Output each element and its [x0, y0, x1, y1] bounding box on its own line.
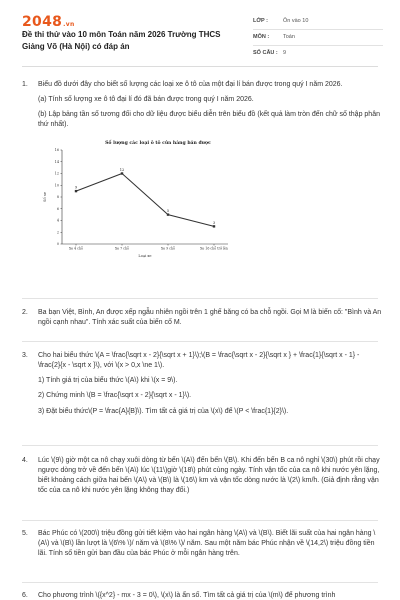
divider — [22, 298, 378, 299]
question-number: 2. — [22, 309, 28, 316]
question-text: Ba bạn Việt, Bình, An được xếp ngẫu nhiên ngồi trên 1 ghế băng có ba chỗ ngồi. Gọi M là biến cố: "Bình và An ngồi cạnh nhau". Tính xác suất của biến cố M. — [38, 309, 382, 327]
page-header — [0, 0, 400, 66]
data-point — [213, 225, 215, 227]
data-points — [75, 167, 216, 227]
question-body — [38, 308, 382, 333]
data-point — [121, 172, 123, 174]
divider — [22, 445, 378, 446]
series-line — [76, 173, 214, 226]
data-point — [75, 189, 77, 191]
question-text: Biểu đồ dưới đây cho biết số lượng các loại xe ô tô của một đại lí bán được trong quý I năm 2026. — [38, 81, 343, 88]
y-tick-label: 14 — [54, 159, 59, 164]
y-tick-group — [55, 148, 62, 246]
question-body — [38, 351, 382, 422]
x-tick-label: Xe 16 chỗ trở lên — [200, 246, 228, 251]
data-label: 9 — [74, 185, 78, 190]
x-tick-label: Xe 7 chỗ — [115, 246, 129, 251]
question-5 — [22, 529, 382, 564]
data-label: 3 — [212, 220, 216, 225]
header-divider — [22, 66, 378, 67]
question-3 — [22, 351, 382, 422]
question-text: Cho hai biểu thức \(A = \frac{\sqrt x - 2}{\sqrt x + 1}\);\(B = \frac{\sqrt x - 2}{\sqrt x } + \frac{1}{\sqrt x - 1} - \frac{2}{x - \sqrt x }\), với \(x > 0,x \ne 1\). — [38, 352, 360, 370]
question-body — [38, 591, 382, 600]
x-axis-label: Loại xe — [138, 253, 152, 258]
question-part-2: 2) Chứng minh \(B = \frac{\sqrt x - 2}{\sqrt x - 1}\). — [38, 392, 192, 400]
y-tick-label: 2 — [56, 230, 59, 235]
y-tick-label: 10 — [54, 183, 59, 188]
exam-title: Đề thi thử vào 10 môn Toán năm 2026 Trường THCS Giảng Võ (Hà Nội) có đáp án — [22, 30, 221, 51]
question-4 — [22, 456, 382, 502]
meta-label: MÔN : — [253, 33, 270, 40]
meta-label: LỚP : — [253, 17, 268, 24]
y-tick-label: 4 — [56, 218, 59, 223]
divider — [22, 520, 378, 521]
question-part-a: (a) Tính số lượng xe ô tô đại lí đó đã bán được trong quý I năm 2026. — [38, 96, 254, 104]
x-tick-group — [69, 244, 228, 251]
question-part-3: 3) Đặt biểu thức\(P = \frac{A}{B}\). Tìm tất cả giá trị của \(x\) để \(P < \frac{1}{2}\). — [38, 407, 289, 415]
question-body — [38, 529, 382, 564]
exam-meta-table — [253, 14, 383, 62]
question-6 — [22, 591, 382, 600]
y-tick-label: 0 — [56, 241, 59, 246]
meta-value: Ôn vào 10 — [283, 17, 309, 24]
question-2 — [22, 308, 382, 333]
question-part-b: (b) Lập bảng tần số tương đối cho dữ liệu được biểu diễn trên biểu đồ (kết quả làm tròn đến chữ số thập phân thứ nhất). — [38, 111, 380, 129]
logo-text: 2048 — [22, 14, 63, 30]
question-text: Lúc \(9\) giờ một ca nô chạy xuôi dòng từ bến \(A\) đến bến \(B\). Khi đến bến B ca nô nghỉ \(30\) phút rồi chạy ngược dòng trở về đến bến \(A\) lúc \(11\)giờ \(18\) phút cùng ngày. Tính vận tốc của ca nô khi nước yên lặng, biết khoảng cách giữa hai bến \(A\) và \(B\) là \(16\) km và vận tốc dòng nước là \(2\) km/h. (Giả định rằng vận tốc của ca nô khi nước yên lặng không thay đổi.) — [38, 457, 380, 495]
question-1 — [22, 80, 382, 262]
x-tick-label: Xe 4 chỗ — [69, 246, 83, 251]
question-part-1: 1) Tính giá trị của biểu thức \(A\) khi \(x = 9\). — [38, 377, 178, 385]
divider — [22, 341, 378, 342]
meta-row-class — [253, 14, 383, 30]
logo-suffix: .vn — [63, 21, 75, 28]
data-label: 5 — [166, 208, 170, 213]
line-chart — [38, 136, 238, 262]
question-number: 5. — [22, 530, 28, 537]
chart-title: Số lượng các loại ô tô cửa hàng bán được — [105, 140, 211, 146]
question-text: Bác Phúc có \(200\) triệu đồng gửi tiết kiệm vào hai ngân hàng \(A\) và \(B\). Biết lãi suất của hai ngân hàng \(A\) và \(B\) lần lượt là \(6\% \)/ năm và \(8\% \)/ năm. Sau một năm bác Phúc nhận về \(14,2\) triệu đồng tiền lãi. Tính số tiền gửi ban đầu của bác Phúc ở mỗi ngân hàng trên. — [38, 530, 376, 558]
data-label: 12 — [119, 167, 125, 172]
y-axis-label: Số xe — [43, 191, 47, 202]
x-tick-label: Xe 9 chỗ — [161, 246, 175, 251]
meta-value: 9 — [283, 50, 287, 57]
meta-value: Toán — [283, 33, 295, 40]
question-body — [38, 456, 382, 502]
question-body — [38, 80, 382, 262]
meta-label: SỐ CÂU : — [253, 50, 278, 57]
question-text: Cho phương trình \({x^2} - mx - 3 = 0\), \(x\) là ẩn số. Tìm tất cả giá trị của \(m\) để phương trình — [38, 592, 336, 599]
data-point — [167, 213, 169, 215]
y-tick-label: 12 — [54, 171, 59, 176]
meta-row-subject — [253, 30, 383, 46]
question-number: 3. — [22, 352, 28, 359]
question-number: 1. — [22, 81, 28, 88]
y-tick-label: 16 — [54, 147, 59, 152]
question-number: 6. — [22, 592, 28, 599]
meta-row-question-count — [253, 46, 383, 62]
question-number: 4. — [22, 457, 28, 464]
y-tick-label: 6 — [56, 206, 59, 211]
divider — [22, 582, 378, 583]
y-tick-label: 8 — [56, 194, 59, 199]
